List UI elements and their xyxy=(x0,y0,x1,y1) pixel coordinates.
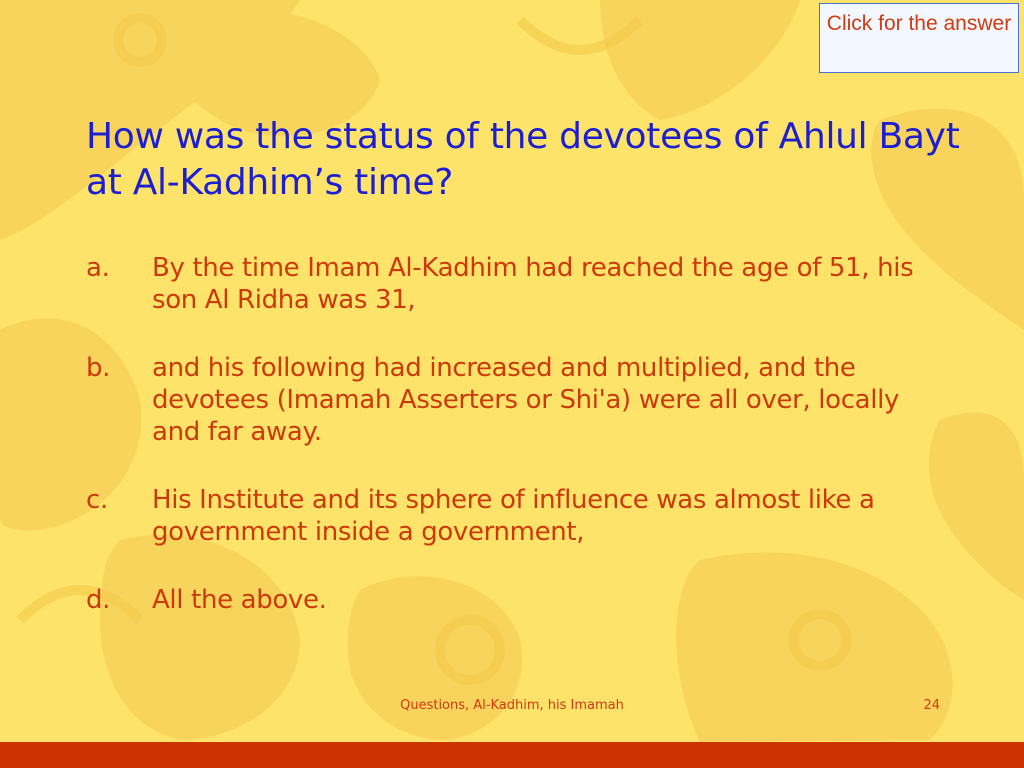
option-letter: b. xyxy=(86,353,111,383)
slide-title: How was the status of the devotees of Ahlul Bayt at Al-Kadhim’s time? xyxy=(86,116,960,203)
click-for-answer-button[interactable]: Click for the answer xyxy=(819,3,1019,73)
option-text: By the time Imam Al-Kadhim had reached the age of 51, his son Al Ridha was 31, xyxy=(152,253,914,315)
option-letter: c. xyxy=(86,485,108,515)
option-letter: a. xyxy=(86,253,110,283)
option-text: His Institute and its sphere of influence was almost like a government inside a government, xyxy=(152,485,875,547)
option-text: All the above. xyxy=(152,585,327,615)
option-text: and his following had increased and multiplied, and the devotees (Imamah Asserters or Shi'a) were all over, locally and far away. xyxy=(152,353,900,447)
option-d[interactable] xyxy=(86,584,946,616)
answer-options-list xyxy=(86,252,946,652)
footer-title: Questions, Al-Kadhim, his Imamah xyxy=(400,698,624,713)
option-b[interactable] xyxy=(86,352,946,448)
bottom-bar xyxy=(0,742,1024,768)
slide-number: 24 xyxy=(923,698,940,713)
option-c[interactable] xyxy=(86,484,946,548)
option-a[interactable] xyxy=(86,252,946,316)
option-letter: d. xyxy=(86,585,111,615)
